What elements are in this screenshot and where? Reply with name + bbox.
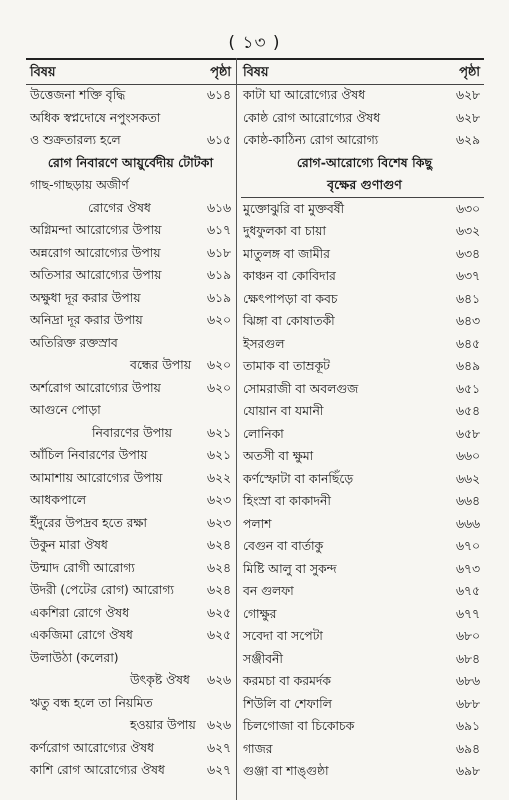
toc-entry <box>30 534 231 557</box>
entry-title: কাঞ্চন বা কোবিদার <box>243 269 336 283</box>
left-rows <box>30 84 231 782</box>
entry-page: ৬২৭ <box>207 763 231 777</box>
toc-entry <box>241 107 484 130</box>
entry-title: মুক্তোঝুরি বা মুক্তবর্ষী <box>243 201 345 216</box>
toc-entry <box>241 558 484 581</box>
toc-entry <box>30 129 231 152</box>
entry-title: উদরী (পেটের রোগ) আরোগ্য <box>30 583 175 597</box>
entry-page: ৬২৩ <box>207 515 231 530</box>
toc-entry <box>241 715 484 738</box>
entry-title: আগুনে পোড়া <box>30 403 101 417</box>
toc-entry <box>30 377 231 400</box>
toc-entry <box>241 468 484 491</box>
toc-entry <box>30 174 231 197</box>
entry-title: কোষ্ঠ রোগ আরোগ্যের ঔষধ <box>243 110 380 125</box>
entry-page: ৬২৭ <box>207 740 231 755</box>
entry-page: ৬১৬ <box>207 200 231 215</box>
entry-page: ৬২৯ <box>456 133 480 147</box>
entry-title: চিলগোজা বা চিকোচক <box>243 719 355 733</box>
entry-title: অতিরিক্ত রক্তস্রাব <box>30 335 118 350</box>
entry-title: যোয়ান বা যমানী <box>243 404 324 418</box>
toc-entry <box>241 84 484 107</box>
toc-entry <box>241 129 484 152</box>
right-rows <box>241 84 484 783</box>
toc-entry <box>241 243 484 266</box>
entry-title: অর্শরোগ আরোগ্যের উপায় <box>30 380 161 395</box>
entry-title: হিংস্রা বা কাকাদনী <box>243 494 331 508</box>
entry-title: উন্মাদ রোগী আরোগ্য <box>30 560 135 575</box>
toc-entry <box>30 197 231 220</box>
toc-entry <box>241 174 484 198</box>
entry-page: ৬২৫ <box>207 628 231 642</box>
entry-page: ৬৬০ <box>456 449 480 463</box>
entry-page: ৬২০ <box>207 358 231 372</box>
entry-page: ৬৫৪ <box>456 404 480 418</box>
right-header <box>241 62 484 84</box>
entry-title: ও শুক্রতারল্য হলে <box>30 133 121 147</box>
entry-title: গাজর <box>243 741 273 756</box>
entry-page: ৬৩২ <box>456 224 480 238</box>
entry-page: ৬৩৪ <box>456 246 480 261</box>
entry-title: উত্তেজনা শক্তি বৃদ্ধি <box>30 88 126 102</box>
toc-entry <box>30 264 231 287</box>
entry-title: মিষ্টি আলু বা সুকন্দ <box>243 561 337 576</box>
left-header-topic: বিষয় <box>30 65 56 80</box>
toc-entry <box>30 354 231 377</box>
toc-entry <box>30 489 231 512</box>
entry-title: সবেদা বা সপেটা <box>243 629 323 643</box>
entry-page: ৬৬৪ <box>456 494 480 508</box>
toc-entry <box>30 512 231 535</box>
entry-page: ৬২৪ <box>207 560 231 575</box>
toc-entry <box>30 309 231 332</box>
right-header-page: পৃষ্ঠা <box>459 65 480 80</box>
toc-entry <box>30 737 231 760</box>
entry-title: আমাশায় আরোগ্যের উপায় <box>30 470 163 485</box>
entry-page: ৬৫১ <box>456 381 480 396</box>
entry-page: ৬২২ <box>207 470 231 485</box>
toc-entry <box>241 625 484 648</box>
entry-page: ৬৬২ <box>456 471 480 486</box>
entry-title: বৃক্ষের গুণাগুণ <box>327 177 402 192</box>
entry-title: অন্নরোগ আরোগ্যের উপায় <box>30 245 161 260</box>
entry-title: রোগ নিবারণে আয়ুর্বেদীয় টোটকা <box>47 154 214 170</box>
entry-page: ৬২৪ <box>207 583 231 597</box>
entry-page: ৬১৮ <box>207 245 231 260</box>
entry-title: ঋতু বন্ধ হলে তা নিয়মিত <box>30 695 153 710</box>
entry-title: উলাউঠা (কলেরা) <box>30 650 119 665</box>
left-column <box>30 62 231 782</box>
toc-entry <box>241 738 484 761</box>
toc-entry <box>241 445 484 468</box>
entry-title: কোষ্ঠ-কাঠিন্য রোগ আরোগ্য <box>243 133 379 147</box>
entry-title: সঞ্জীবনী <box>243 651 283 666</box>
right-column <box>241 62 484 783</box>
entry-page: ৬৪১ <box>456 291 480 306</box>
entry-title: বেগুন বা বার্তাকু <box>243 539 324 553</box>
entry-title: কর্ণরোগ আরোগ্যের ঔষধ <box>30 740 154 755</box>
toc-entry <box>241 580 484 603</box>
toc-entry <box>241 152 484 175</box>
entry-page: ৬৪৩ <box>456 314 480 328</box>
entry-page: ৬৮৮ <box>456 696 480 711</box>
entry-title: গাছ-গাছড়ায় অজীর্ণ <box>30 178 129 192</box>
entry-title: আধকপালে <box>30 493 86 507</box>
entry-title: ঝিঙ্গা বা কোষাতকী <box>243 314 335 328</box>
entry-title: কাশি রোগ আরোগ্যের ঔষধ <box>30 763 165 777</box>
entry-page: ৬১৭ <box>207 223 231 237</box>
entry-title: করমচা বা করমর্দক <box>243 674 331 688</box>
left-header-page: পৃষ্ঠা <box>210 65 231 80</box>
toc-entry <box>30 332 231 355</box>
entry-title: কর্ণস্ফোটা বা কানছিঁড়ে <box>243 471 354 486</box>
entry-title: অনিদ্রা দূর করার উপায় <box>30 313 143 327</box>
toc-entry <box>241 333 484 356</box>
toc-entry <box>241 603 484 626</box>
entry-title: ইসরগুল <box>243 336 285 351</box>
entry-page: ৬৯৮ <box>456 764 480 778</box>
toc-entry <box>241 265 484 288</box>
entry-title: ক্ষেৎপাপড়া বা কবচ <box>243 291 338 306</box>
right-header-topic: বিষয় <box>243 65 269 80</box>
entry-title: ইঁদুরের উপদ্রব হতে রক্ষা <box>30 515 147 530</box>
entry-title: কাটা ঘা আরোগ্যের ঔষধ <box>243 88 366 102</box>
toc-entry <box>241 355 484 378</box>
toc-entry <box>30 669 231 692</box>
entry-title: তামাক বা তাম্রকূট <box>243 359 330 373</box>
entry-title: অতসী বা ক্ষুমা <box>243 449 314 463</box>
toc-entry <box>30 399 231 422</box>
toc-entry <box>241 760 484 783</box>
toc-entry <box>241 670 484 693</box>
toc-entry <box>241 513 484 536</box>
entry-title: অগ্নিমন্দা আরোগ্যের উপায় <box>30 223 162 237</box>
entry-page: ৬২৫ <box>207 605 231 620</box>
entry-page: ৬২০ <box>207 380 231 395</box>
entry-title: সোমরাজী বা অবলগুজ <box>243 381 359 396</box>
entry-page: ৬২৬ <box>207 673 231 687</box>
entry-title: লোনিকা <box>243 426 284 441</box>
toc-entry <box>241 220 484 243</box>
toc-entry <box>30 84 231 107</box>
toc-entry <box>30 759 231 782</box>
entry-page: ৬৩৭ <box>456 269 480 283</box>
left-header <box>30 62 231 84</box>
toc-entry <box>30 422 231 445</box>
toc-entry <box>30 219 231 242</box>
toc-entry <box>241 423 484 446</box>
entry-page: ৬৮৬ <box>456 674 480 688</box>
toc-entry <box>241 378 484 401</box>
entry-title: অক্ষুধা দূর করার উপায় <box>30 290 141 305</box>
entry-page: ৬১৯ <box>207 268 231 282</box>
entry-page: ৬৭০ <box>456 539 480 553</box>
entry-title: উৎকৃষ্ট ঔষধ <box>130 673 190 687</box>
column-divider <box>236 58 237 800</box>
entry-title: উকুন মারা ঔষধ <box>30 538 108 552</box>
toc-entry <box>30 647 231 670</box>
entry-page: ৬৭৩ <box>456 561 480 576</box>
entry-page: ৬৭৫ <box>456 584 480 598</box>
page-number: ( ১৩ ) <box>228 33 281 53</box>
toc-entry <box>30 602 231 625</box>
entry-page: ৬৭৭ <box>456 606 480 621</box>
top-rule <box>26 58 484 60</box>
entry-title: পলাশ <box>243 516 272 531</box>
entry-page: ৬২১ <box>207 425 231 440</box>
entry-title: দুধফুলকা বা চায়া <box>243 224 326 238</box>
toc-entry <box>30 152 231 175</box>
entry-page: ৬১৫ <box>207 133 231 147</box>
entry-page: ৬৬৬ <box>456 516 480 531</box>
entry-page: ৬২১ <box>207 448 231 462</box>
toc-entry <box>241 198 484 221</box>
entry-page: ৬৯১ <box>456 719 480 733</box>
toc-entry <box>30 287 231 310</box>
entry-page: ৬৩০ <box>456 201 480 216</box>
toc-entry <box>30 692 231 715</box>
toc-entry <box>30 714 231 737</box>
entry-title: মাতুলঙ্গ বা জামীর <box>243 246 330 261</box>
entry-page: ৬১৪ <box>207 88 231 102</box>
entry-title: অতিসার আরোগ্যের উপায় <box>30 268 162 282</box>
toc-entry <box>30 107 231 130</box>
entry-title: হওয়ার উপায় <box>130 718 196 732</box>
toc-entry <box>241 490 484 513</box>
entry-page: ৬২৬ <box>207 718 231 732</box>
toc-entry <box>241 693 484 716</box>
entry-page: ৬৮৪ <box>456 651 480 666</box>
toc-entry <box>241 310 484 333</box>
entry-title: বন গুলফা <box>243 584 294 598</box>
entry-title: গোক্ষুর <box>243 606 277 621</box>
entry-title: গুঞ্জা বা শাঙ্গুষ্ঠা <box>243 764 329 778</box>
entry-title: অধিক স্বপ্নদোষে নপুংসকতা <box>30 110 161 125</box>
toc-entry <box>241 535 484 558</box>
entry-title: একশিরা রোগে ঔষধ <box>30 605 129 620</box>
toc-entry <box>241 400 484 423</box>
entry-page: ৬৫৮ <box>456 426 480 441</box>
entry-page: ৬২০ <box>207 313 231 327</box>
entry-title: শিউলি বা শেফালি <box>243 696 332 711</box>
entry-page: ৬২৩ <box>207 493 231 507</box>
entry-page: ৬২৮ <box>456 110 480 125</box>
entry-title: রোগের ঔষধ <box>88 200 151 215</box>
entry-page: ৬৮০ <box>456 629 480 643</box>
entry-page: ৬৯৪ <box>456 741 480 756</box>
entry-page: ৬৪৫ <box>456 336 480 351</box>
entry-title: একজিমা রোগে ঔষধ <box>30 628 133 642</box>
entry-page: ৬২৪ <box>207 538 231 552</box>
toc-entry <box>30 579 231 602</box>
entry-title: আঁচিল নিবারণের উপায় <box>30 448 148 462</box>
entry-page: ৬১৯ <box>207 290 231 305</box>
toc-entry <box>30 557 231 580</box>
entry-page: ৬২৮ <box>456 88 480 102</box>
toc-entry <box>241 648 484 671</box>
toc-entry <box>30 444 231 467</box>
entry-page: ৬৪৯ <box>456 359 480 373</box>
toc-entry <box>241 288 484 311</box>
entry-title: বন্ধের উপায় <box>130 358 191 372</box>
toc-entry <box>30 624 231 647</box>
entry-title: নিবারণের উপায় <box>92 425 172 440</box>
toc-entry <box>30 242 231 265</box>
toc-entry <box>30 467 231 490</box>
entry-title: রোগ-আরোগ্যে বিশেষ কিছু <box>296 154 433 170</box>
